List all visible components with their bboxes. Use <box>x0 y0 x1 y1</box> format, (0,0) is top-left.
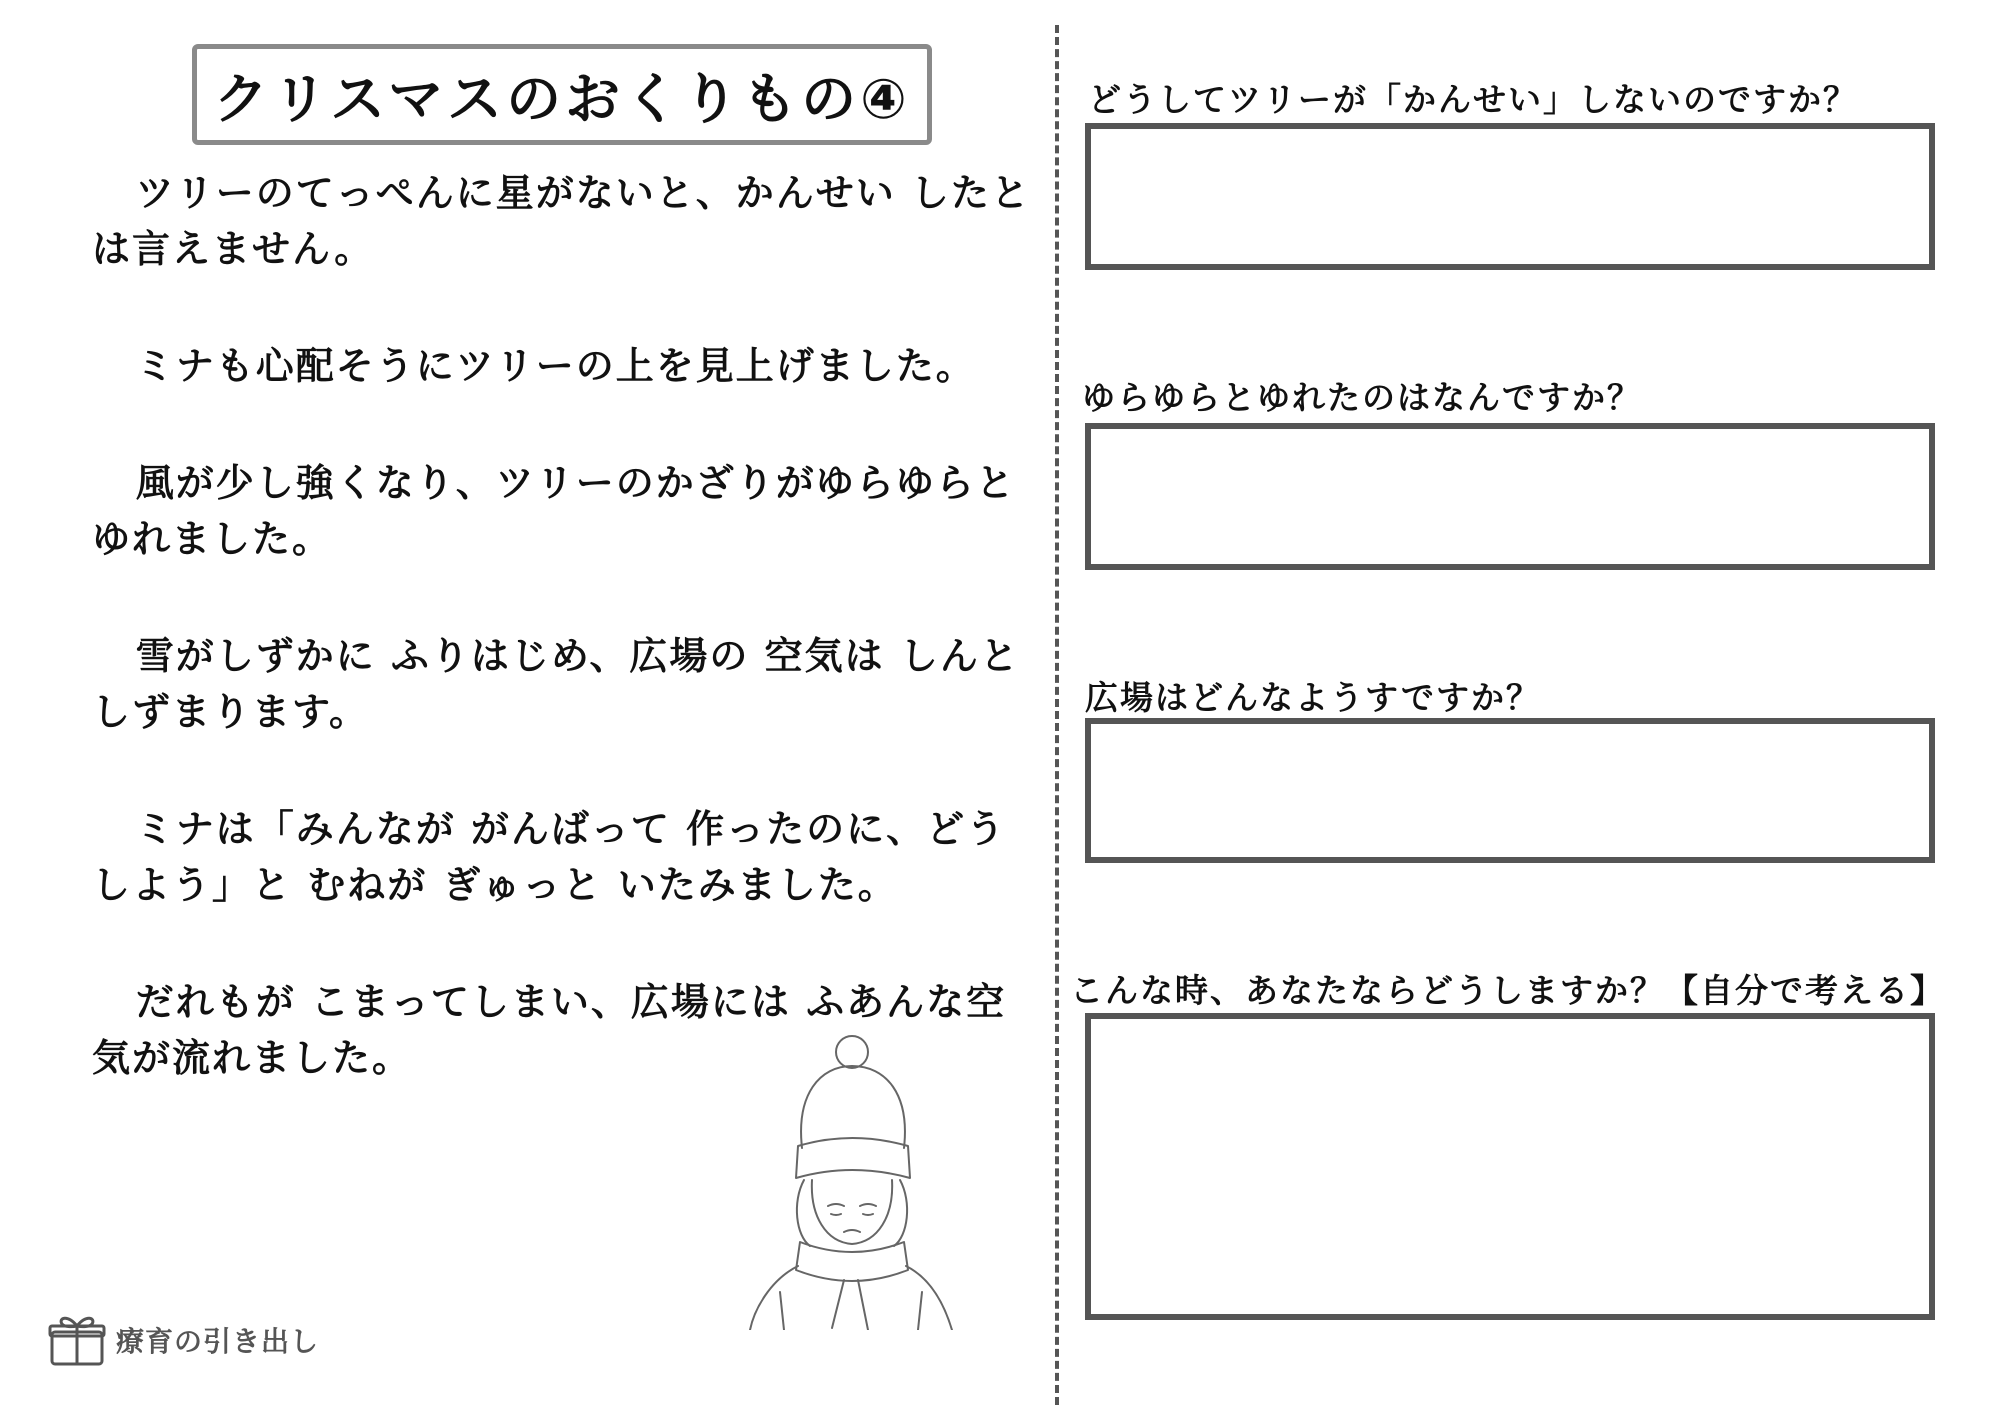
answer-box-1[interactable] <box>1085 123 1935 270</box>
dashed-divider <box>1055 25 1059 1405</box>
answer-box-3[interactable] <box>1085 718 1935 863</box>
gift-box-icon <box>48 1312 106 1368</box>
worksheet-title: クリスマスのおくりもの④ <box>213 67 911 131</box>
question-3: 広場はどんなようすですか？ <box>1085 678 1541 717</box>
story-paragraph-2: ミナも心配そうにツリーの上を見上げました。 <box>135 344 976 388</box>
logo <box>48 1312 319 1368</box>
question-1: どうしてツリーが「かんせい」しないのですか？ <box>1088 80 1858 119</box>
logo-text: 療育の引き出し <box>116 1325 320 1358</box>
story-paragraph-3: 風が少し強くなり、ツリーのかざりがゆらゆらとゆれました。 <box>92 461 1016 561</box>
title-box <box>192 44 932 145</box>
question-4: こんな時、あなたならどうしますか？【自分で考える】 <box>1070 971 1945 1010</box>
answer-box-2[interactable] <box>1085 423 1935 570</box>
story-text <box>92 165 1032 1147</box>
story-paragraph-4: 雪がしずかに ふりはじめ、広場の 空気は しんと しずまります。 <box>92 634 1020 734</box>
story-paragraph-6: だれもが こまってしまい、広場には ふあんな空気が流れました。 <box>92 980 1007 1080</box>
answer-box-4[interactable] <box>1085 1013 1935 1320</box>
story-paragraph-5: ミナは「みんなが がんばって 作ったのに、どうしよう」と むねが ぎゅっと いたみました。 <box>92 807 1007 907</box>
question-2: ゆらゆらとゆれたのはなんですか？ <box>1082 378 1642 417</box>
story-paragraph-1: ツリーのてっぺんに星がないと、かんせい したとは言えません。 <box>92 171 1031 271</box>
girl-illustration <box>740 1030 960 1330</box>
